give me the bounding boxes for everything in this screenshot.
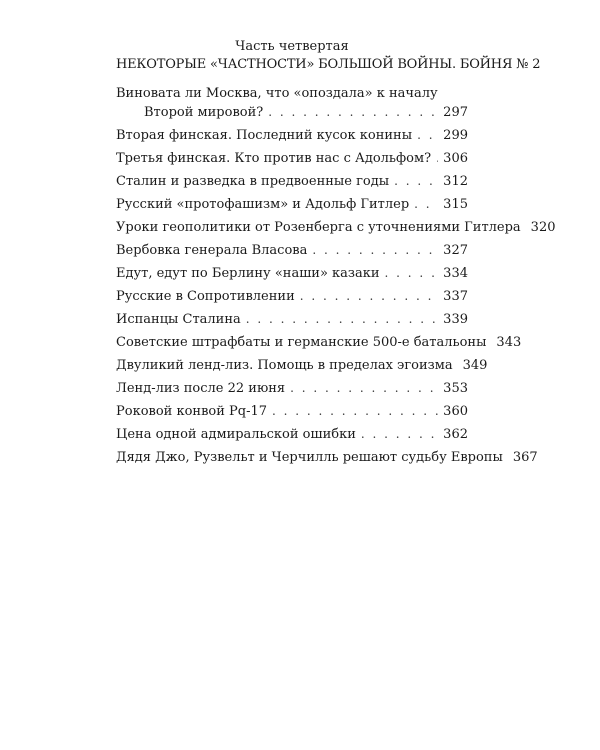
toc-entry-title-line1: Виновата ли Москва, что «опоздала» к началу xyxy=(116,86,438,101)
dot-leader xyxy=(300,287,438,305)
toc-page-number: 362 xyxy=(443,427,468,442)
toc-entry[interactable] xyxy=(116,126,468,145)
dot-leader xyxy=(246,310,438,328)
toc-entry-title: Сталин и разведка в предвоенные годы xyxy=(116,174,390,189)
toc-entry[interactable] xyxy=(116,333,522,352)
toc-entry-title: Ленд-лиз после 22 июня xyxy=(116,381,286,396)
part-title: НЕКОТОРЫЕ «ЧАСТНОСТИ» БОЛЬШОЙ ВОЙНЫ. БОЙНЯ № 2 xyxy=(116,57,541,72)
toc-page-number: 343 xyxy=(496,335,522,350)
dot-leader xyxy=(417,126,438,144)
toc-page-number: 299 xyxy=(443,128,468,143)
dot-leader xyxy=(385,264,439,282)
toc-page-number: 367 xyxy=(512,450,538,465)
toc-entry[interactable] xyxy=(116,218,556,237)
toc-entry[interactable] xyxy=(116,448,538,467)
toc-entry-title: Вербовка генерала Власова xyxy=(116,243,308,258)
toc-entry[interactable] xyxy=(116,172,468,191)
toc-entry[interactable] xyxy=(116,287,468,306)
toc-entry-title: Второй мировой? xyxy=(144,105,264,120)
toc-page-number: 339 xyxy=(443,312,468,327)
part-label: Часть четвертая xyxy=(235,39,349,54)
toc-page-number: 320 xyxy=(530,220,556,235)
dot-leader xyxy=(414,195,438,213)
toc-page-number: 349 xyxy=(462,358,488,373)
toc-entry-title: Русские в Сопротивлении xyxy=(116,289,295,304)
toc-entry[interactable] xyxy=(116,264,468,283)
toc-entry[interactable] xyxy=(116,195,468,214)
toc-entry-title: Цена одной адмиральской ошибки xyxy=(116,427,356,442)
toc-entry[interactable] xyxy=(116,356,488,375)
toc-entry[interactable] xyxy=(116,241,468,260)
toc-entry-title: Советские штрафбаты и германские 500-е батальоны xyxy=(116,335,487,350)
toc-entry-title: Русский «протофашизм» и Адольф Гитлер xyxy=(116,197,410,212)
toc-page xyxy=(116,38,556,471)
toc-entry-title: Едут, едут по Берлину «наши» казаки xyxy=(116,266,380,281)
table-of-contents xyxy=(116,85,556,467)
toc-entry-title: Роковой конвой Pq-17 xyxy=(116,404,268,419)
dot-leader xyxy=(272,402,438,420)
toc-page-number: 353 xyxy=(443,381,468,396)
dot-leader xyxy=(268,103,438,121)
toc-entry-title: Двуликий ленд-лиз. Помощь в пределах эгоизма xyxy=(116,358,453,373)
toc-page-number: 337 xyxy=(443,289,468,304)
dot-leader xyxy=(361,425,438,443)
toc-page-number: 297 xyxy=(443,105,468,120)
toc-page-number: 334 xyxy=(443,266,468,281)
toc-entry-title: Уроки геополитики от Розенберга с уточнениями Гитлера xyxy=(116,220,521,235)
toc-page-number: 315 xyxy=(443,197,468,212)
toc-page-number: 327 xyxy=(443,243,468,258)
dot-leader xyxy=(312,241,438,259)
dot-leader xyxy=(436,149,438,167)
toc-page-number: 306 xyxy=(443,151,468,166)
toc-entry[interactable] xyxy=(116,402,468,421)
toc-entry-title: Вторая финская. Последний кусок конины xyxy=(116,128,413,143)
toc-entry[interactable] xyxy=(116,310,468,329)
toc-page-number: 360 xyxy=(443,404,468,419)
toc-entry[interactable] xyxy=(116,379,468,398)
toc-entry-title: Третья финская. Кто против нас с Адольфом? xyxy=(116,151,432,166)
toc-entry-title: Дядя Джо, Рузвельт и Черчилль решают судьбу Европы xyxy=(116,450,503,465)
toc-entry[interactable] xyxy=(116,149,468,168)
toc-entry[interactable] xyxy=(116,425,468,444)
dot-leader xyxy=(290,379,438,397)
dot-leader xyxy=(394,172,438,190)
toc-entry[interactable] xyxy=(116,85,468,122)
toc-entry-title: Испанцы Сталина xyxy=(116,312,241,327)
toc-page-number: 312 xyxy=(443,174,468,189)
